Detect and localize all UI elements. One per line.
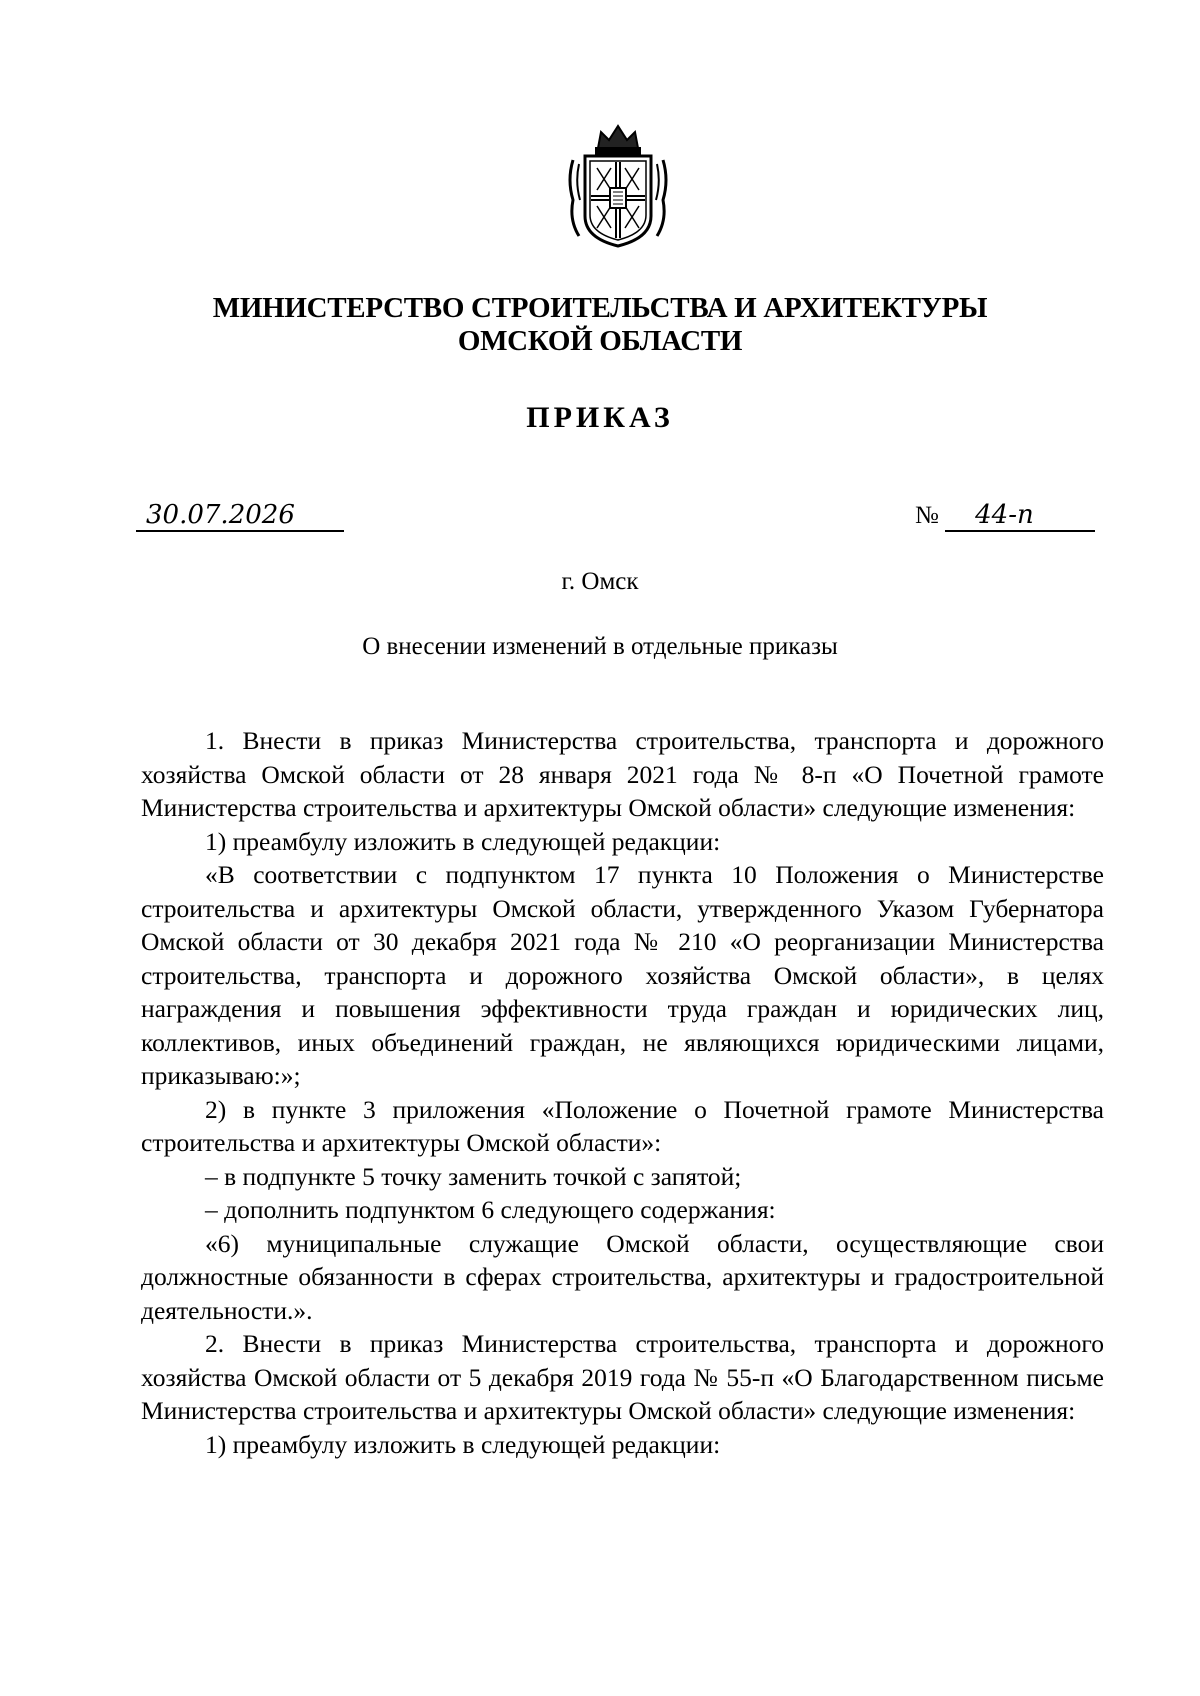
city: г. Омск <box>561 568 639 595</box>
number-label: № <box>915 502 939 529</box>
paragraph: 1) преамбулу изложить в следующей редакции: <box>205 826 721 856</box>
organization-name <box>0 292 1200 358</box>
paragraph: – дополнить подпунктом 6 следующего содержания: <box>205 1195 776 1224</box>
org-line-2: ОМСКОЙ ОБЛАСТИ <box>457 325 743 357</box>
paragraph: 1. Внести в приказ Министерства строительства, транспорта и дорожного хозяйства Омской области от 28 января 2021 года № 8-п «О Почетной грамоте Министерства строительства и архитектуры Омской области» следующие изменения: <box>141 726 1104 822</box>
paragraph: «В соответствии с подпунктом 17 пункта 10 Положения о Министерстве строительства и архитектуры Омской области, утвержденного Указом Губернатора Омской области от 30 декабря 2021 года № 210 «О реорганизации Министерства строительства, транспорта и дорожного хозяйства Омской области», в целях награждения и повышения эффективности труда граждан и юридических лиц, коллективов, иных объединений граждан, не являющихся юридическими лицами, приказываю:»; <box>141 860 1104 1090</box>
document-date: 30.07.2026 <box>136 500 344 532</box>
paragraph: – в подпункте 5 точку заменить точкой с запятой; <box>205 1161 742 1191</box>
omsk-coat-of-arms-icon <box>565 120 671 250</box>
document-body <box>141 724 1104 1461</box>
paragraph: 2. Внести в приказ Министерства строительства, транспорта и дорожного хозяйства Омской области от 5 декабря 2019 года № 55-п «О Благодарственном письме Министерства строительства и архитектуры Омской области» следующие изменения: <box>141 1329 1104 1425</box>
document-type: ПРИКАЗ <box>526 401 674 434</box>
document-subject: О внесении изменений в отдельные приказы <box>362 633 838 660</box>
document-number <box>915 500 1095 532</box>
paragraph: 2) в пункте 3 приложения «Положение о Почетной грамоте Министерства строительства и архитектуры Омской области»: <box>141 1094 1104 1157</box>
paragraph: 1) преамбулу изложить в следующей редакции: <box>205 1429 721 1459</box>
paragraph: «6) муниципальные служащие Омской области, осуществляющие свои должностные обязанности в сферах строительства, архитектуры и градостроительной деятельности.». <box>141 1228 1104 1325</box>
org-line-1: МИНИСТЕРСТВО СТРОИТЕЛЬСТВА И АРХИТЕКТУРЫ <box>212 292 988 324</box>
number-value: 44-п <box>945 500 1095 532</box>
